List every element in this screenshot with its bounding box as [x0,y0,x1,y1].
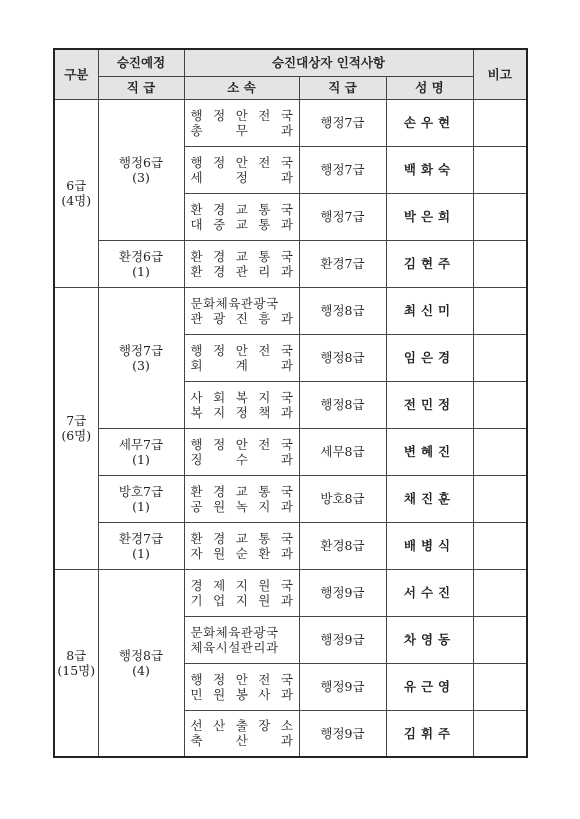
department-division: 환 경 관 리 과 [190,263,294,279]
name-cell: 유근영 [386,663,473,710]
name-cell: 박은희 [386,193,473,240]
department-bureau: 행 정 안 전 국 [190,436,294,452]
name-cell: 임은경 [386,334,473,381]
header-remarks: 비고 [473,49,527,99]
current-rank-cell: 행정8급 [299,334,386,381]
current-rank-cell: 행정7급 [299,99,386,146]
current-rank-cell: 행정9급 [299,710,386,757]
current-rank-cell: 행정9급 [299,663,386,710]
remarks-cell [473,146,527,193]
table-row [54,569,527,616]
name-cell: 손우현 [386,99,473,146]
department-division: 민 원 봉 사 과 [190,686,294,702]
header-planned-rank: 직 급 [98,76,184,99]
remarks-cell [473,710,527,757]
department-division: 체육시설관리과 [190,639,279,655]
department-cell [184,381,299,428]
department-bureau: 환 경 교 통 국 [190,248,294,264]
remarks-cell [473,475,527,522]
remarks-cell [473,334,527,381]
header-planned-position: 승진예정 [98,49,184,76]
planned-position-cell: 행정7급 (3) [98,287,184,428]
current-rank-cell: 환경7급 [299,240,386,287]
name-cell: 김현주 [386,240,473,287]
header-candidate-info: 승진대상자 인적사항 [184,49,473,76]
department-division: 회 계 과 [190,357,294,373]
planned-position-cell: 방호7급 (1) [98,475,184,522]
department-cell [184,428,299,475]
department-division: 총 무 과 [190,122,294,138]
current-rank-cell: 행정9급 [299,616,386,663]
department-cell [184,193,299,240]
department-division: 복 지 정 책 과 [190,404,294,420]
remarks-cell [473,287,527,334]
department-cell [184,663,299,710]
name-cell: 변혜진 [386,428,473,475]
department-cell [184,287,299,334]
planned-position-cell: 행정6급 (3) [98,99,184,240]
department-division: 기 업 지 원 과 [190,592,294,608]
department-bureau: 환 경 교 통 국 [190,530,294,546]
department-cell [184,616,299,663]
department-bureau: 문화체육관광국 [190,624,279,640]
department-division: 대 중 교 통 과 [190,216,294,232]
table-row [54,287,527,334]
current-rank-cell: 행정7급 [299,193,386,240]
name-cell: 백화숙 [386,146,473,193]
department-bureau: 행 정 안 전 국 [190,342,294,358]
department-bureau: 환 경 교 통 국 [190,483,294,499]
department-division: 관 광 진 흥 과 [190,310,294,326]
name-cell: 채진훈 [386,475,473,522]
department-cell [184,99,299,146]
department-bureau: 문화체육관광국 [190,295,279,311]
table-row [54,475,527,522]
department-cell [184,710,299,757]
current-rank-cell: 행정8급 [299,381,386,428]
name-cell: 차영동 [386,616,473,663]
header-department: 소 속 [184,76,299,99]
category-cell: 8급 (15명) [54,569,98,757]
table-row [54,240,527,287]
remarks-cell [473,663,527,710]
planned-position-cell: 세무7급 (1) [98,428,184,475]
remarks-cell [473,428,527,475]
remarks-cell [473,616,527,663]
remarks-cell [473,381,527,428]
department-cell [184,146,299,193]
department-bureau: 선 산 출 장 소 [190,718,294,734]
name-cell: 김휘주 [386,710,473,757]
current-rank-cell: 행정8급 [299,287,386,334]
remarks-cell [473,569,527,616]
remarks-cell [473,99,527,146]
department-division: 공 원 녹 지 과 [190,498,294,514]
table-row [54,428,527,475]
department-division: 축 산 과 [190,733,294,749]
department-cell [184,334,299,381]
promotion-candidates-table [53,48,528,758]
department-bureau: 행 정 안 전 국 [190,107,294,123]
header-name: 성 명 [386,76,473,99]
category-cell: 6급 (4명) [54,99,98,287]
department-cell [184,240,299,287]
name-cell: 서수진 [386,569,473,616]
name-cell: 전민정 [386,381,473,428]
department-bureau: 환 경 교 통 국 [190,201,294,217]
department-bureau: 행 정 안 전 국 [190,671,294,687]
header-current-rank: 직 급 [299,76,386,99]
current-rank-cell: 방호8급 [299,475,386,522]
department-division: 자 원 순 환 과 [190,545,294,561]
department-bureau: 경 제 지 원 국 [190,577,294,593]
remarks-cell [473,522,527,569]
planned-position-cell: 환경7급 (1) [98,522,184,569]
header-category: 구분 [54,49,98,99]
current-rank-cell: 세무8급 [299,428,386,475]
department-division: 세 정 과 [190,169,294,185]
table-row [54,99,527,146]
current-rank-cell: 환경8급 [299,522,386,569]
department-cell [184,569,299,616]
remarks-cell [473,240,527,287]
current-rank-cell: 행정7급 [299,146,386,193]
name-cell: 최신미 [386,287,473,334]
department-cell [184,475,299,522]
table-row [54,522,527,569]
department-bureau: 사 회 복 지 국 [190,389,294,405]
name-cell: 배병식 [386,522,473,569]
department-bureau: 행 정 안 전 국 [190,154,294,170]
planned-position-cell: 환경6급 (1) [98,240,184,287]
department-division: 징 수 과 [190,451,294,467]
current-rank-cell: 행정9급 [299,569,386,616]
category-cell: 7급 (6명) [54,287,98,569]
planned-position-cell: 행정8급 (4) [98,569,184,757]
remarks-cell [473,193,527,240]
department-cell [184,522,299,569]
